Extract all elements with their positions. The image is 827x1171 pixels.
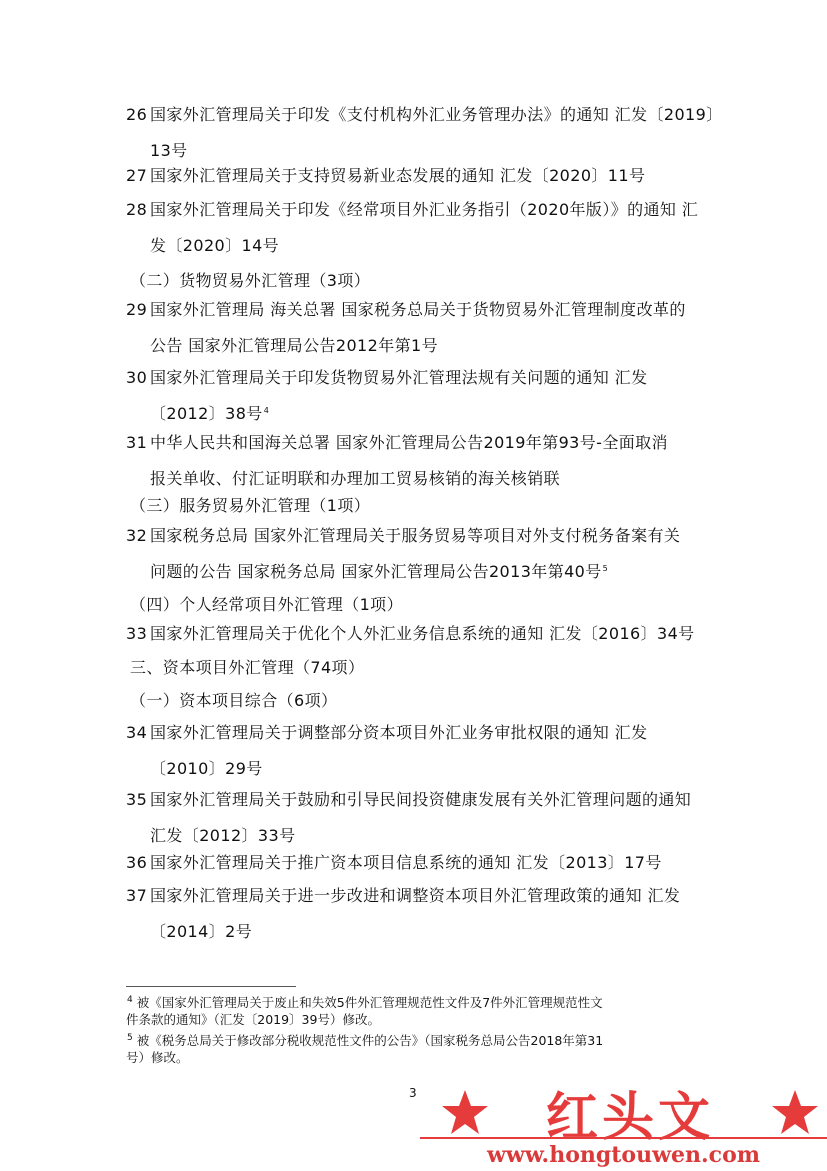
item-number: 29 xyxy=(126,300,148,319)
item-number: 30 xyxy=(126,368,148,387)
item-text-continued: 〔2014〕2号 xyxy=(150,922,253,941)
footnote-4 xyxy=(126,994,711,1028)
item-text-continued: 〔2010〕29号 xyxy=(150,759,263,778)
item-number: 31 xyxy=(126,433,148,452)
footnote-separator xyxy=(126,986,296,987)
item-text: 国家税务总局 国家外汇管理局关于服务贸易等项目对外支付税务备案有关 xyxy=(150,526,681,545)
section-heading-capital-account: 三、资本项目外汇管理（74项） xyxy=(130,658,365,677)
item-text-continued: 13号 xyxy=(150,141,188,160)
list-item-35 xyxy=(126,782,706,854)
footnote-text-continued: 号）修改。 xyxy=(126,1050,189,1065)
item-number: 37 xyxy=(126,886,148,905)
item-number: 28 xyxy=(126,200,148,219)
star-icon xyxy=(440,1088,490,1138)
list-item-37 xyxy=(126,878,706,950)
item-text-continued: 汇发〔2012〕33号 xyxy=(150,826,296,845)
item-text-continued: 报关单收、付汇证明联和办理加工贸易核销的海关核销联 xyxy=(150,469,561,488)
item-text: 国家外汇管理局关于鼓励和引导民间投资健康发展有关外汇管理问题的通知 xyxy=(150,790,692,809)
list-item-27 xyxy=(126,158,706,194)
section-heading-goods-trade: （二）货物贸易外汇管理（3项） xyxy=(130,271,371,290)
footnote-marker: 5 xyxy=(127,1032,133,1043)
list-item-28 xyxy=(126,192,706,264)
footnote-text-continued: 件条款的通知》（汇发〔2019〕39号）修改。 xyxy=(126,1012,380,1027)
watermark xyxy=(420,1075,827,1170)
footnote-ref-4[interactable]: 4 xyxy=(263,405,270,415)
footnote-text: 被《国家外汇管理局关于废止和失效5件外汇管理规范性文件及7件外汇管理规范性文 xyxy=(136,995,603,1010)
item-number: 35 xyxy=(126,790,148,809)
item-text: 国家外汇管理局关于优化个人外汇业务信息系统的通知 汇发〔2016〕34号 xyxy=(150,624,695,643)
item-text: 国家外汇管理局关于调整部分资本项目外汇业务审批权限的通知 汇发 xyxy=(150,723,648,742)
footnote-5 xyxy=(126,1032,711,1066)
star-icon xyxy=(770,1088,820,1138)
footnote-marker: 4 xyxy=(127,994,133,1005)
item-text: 国家外汇管理局关于印发《经常项目外汇业务指引（2020年版）》的通知 汇 xyxy=(150,200,699,219)
item-text: 国家外汇管理局关于印发《支付机构外汇业务管理办法》的通知 汇发〔2019〕 xyxy=(150,105,723,124)
item-text: 国家外汇管理局关于印发货物贸易外汇管理法规有关问题的通知 汇发 xyxy=(150,368,648,387)
list-item-32 xyxy=(126,518,706,590)
list-item-33 xyxy=(126,616,706,652)
item-text: 中华人民共和国海关总署 国家外汇管理局公告2019年第93号-全面取消 xyxy=(150,433,668,452)
footnote-text: 被《税务总局关于修改部分税收规范性文件的公告》（国家税务总局公告2018年第31 xyxy=(136,1033,604,1048)
item-number: 26 xyxy=(126,105,148,124)
page-number: 3 xyxy=(409,1086,417,1100)
section-heading-capital-general: （一）资本项目综合（6项） xyxy=(130,691,338,710)
watermark-url: www.hongtouwen.com xyxy=(420,1137,827,1169)
section-heading-personal: （四）个人经常项目外汇管理（1项） xyxy=(130,595,403,614)
list-item-36 xyxy=(126,845,706,881)
item-number: 36 xyxy=(126,853,148,872)
item-number: 27 xyxy=(126,166,148,185)
item-text-continued: 问题的公告 国家税务总局 国家外汇管理局公告2013年第40号 xyxy=(150,562,602,581)
list-item-31 xyxy=(126,425,706,497)
list-item-29 xyxy=(126,292,706,364)
item-text: 国家外汇管理局关于支持贸易新业态发展的通知 汇发〔2020〕11号 xyxy=(150,166,646,185)
item-text-continued: 发〔2020〕14号 xyxy=(150,236,280,255)
item-text-continued: 〔2012〕38号 xyxy=(150,404,263,423)
item-text-continued: 公告 国家外汇管理局公告2012年第1号 xyxy=(150,336,438,355)
list-item-30 xyxy=(126,360,706,432)
item-number: 33 xyxy=(126,624,148,643)
footnote-ref-5[interactable]: 5 xyxy=(602,563,609,573)
item-number: 32 xyxy=(126,526,148,545)
section-heading-service-trade: （三）服务贸易外汇管理（1项） xyxy=(130,496,371,515)
item-text: 国家外汇管理局关于推广资本项目信息系统的通知 汇发〔2013〕17号 xyxy=(150,853,662,872)
item-text: 国家外汇管理局关于进一步改进和调整资本项目外汇管理政策的通知 汇发 xyxy=(150,886,681,905)
item-number: 34 xyxy=(126,723,148,742)
list-item-34 xyxy=(126,715,706,787)
item-text: 国家外汇管理局 海关总署 国家税务总局关于货物贸易外汇管理制度改革的 xyxy=(150,300,686,319)
watermark-text: 红头文 xyxy=(545,1087,714,1148)
